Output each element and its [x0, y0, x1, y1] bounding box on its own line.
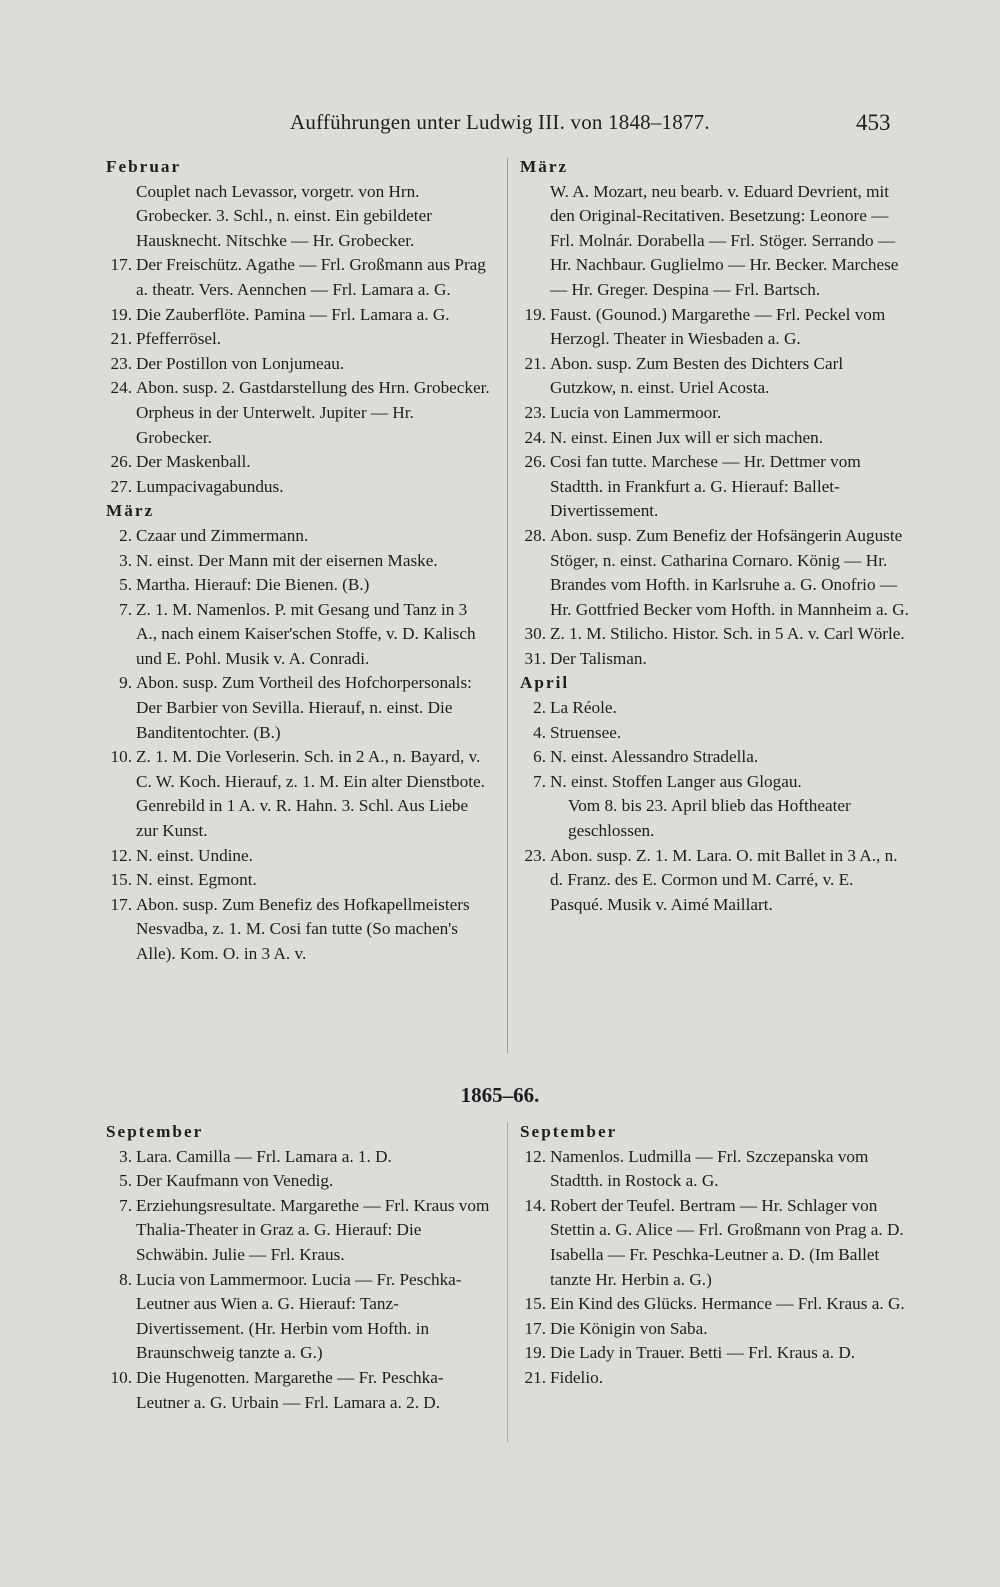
performance-entry [106, 1169, 491, 1194]
top-left-column [106, 155, 491, 967]
entry-date: 17. [110, 894, 132, 914]
entry-list [520, 844, 910, 918]
performance-entry [520, 450, 910, 524]
entry-text: Abon. susp. 2. Gastdarstellung des Hrn. Grobecker. Orpheus in der Unterwelt. Jupiter — Hr. Grobecker. [136, 378, 490, 447]
performance-entry [106, 450, 491, 475]
performance-entry [106, 1366, 491, 1415]
entry-text: N. einst. Undine. [136, 845, 253, 865]
entry-text: Martha. Hierauf: Die Bienen. (B.) [136, 575, 370, 595]
performance-entry [106, 352, 491, 377]
entry-continuation: W. A. Mozart, neu bearb. v. Eduard Devrient, mit den Original-Recitativen. Besetzung: Leonore — Frl. Molnár. Dorabella — Frl. Stöger. Serrando — Hr. Nachbaur. Guglielmo — Hr. Becker. Marchese — Hr. Greger. Despina — Frl. Bartsch. [550, 181, 899, 299]
performance-entry [520, 770, 910, 795]
performance-entry [106, 745, 491, 843]
performance-entry [520, 1194, 910, 1292]
entry-text: Lumpacivagabundus. [136, 476, 284, 496]
entry-date: 19. [524, 304, 546, 324]
entry-date: 10. [110, 747, 132, 767]
entry-date: 9. [119, 673, 132, 693]
entry-text: Cosi fan tutte. Marchese — Hr. Dettmer vom Stadtth. in Frankfurt a. G. Hierauf: Ballet-Divertissement. [550, 452, 861, 521]
entry-date: 28. [524, 525, 546, 545]
entry-text: Struensee. [550, 722, 622, 742]
performance-entry [520, 352, 910, 401]
entry-date: 5. [119, 1171, 132, 1191]
performance-entry [520, 426, 910, 451]
performance-entry [520, 647, 910, 672]
performance-entry [106, 376, 491, 450]
entry-text: Die Lady in Trauer. Betti — Frl. Kraus a. D. [550, 1343, 856, 1363]
entry-text: Abon. susp. Zum Benefiz der Hofsängerin Auguste Stöger, n. einst. Catharina Cornaro. König — Hr. Brandes vom Hofth. in Karlsruhe a. G. Onofrio — Hr. Gottfried Becker vom Hofth. in Mannheim a. G. [550, 525, 909, 619]
entry-date: 7. [119, 599, 132, 619]
entry-text: Lucia von Lammermoor. Lucia — Fr. Peschka-Leutner aus Wien a. G. Hierauf: Tanz-Divertissement. (Hr. Herbin vom Hofth. in Braunschweig tanzte a. G.) [136, 1269, 462, 1363]
performance-entry [106, 549, 491, 574]
performance-entry [520, 1341, 910, 1366]
performance-entry [106, 598, 491, 672]
entry-text: N. einst. Alessandro Stradella. [550, 747, 759, 767]
performance-entry [106, 573, 491, 598]
entry-date: 7. [119, 1195, 132, 1215]
month-heading: März [520, 157, 569, 176]
running-head-title: Aufführungen unter Ludwig III. von 1848–1877. [290, 110, 710, 134]
entry-date: 21. [110, 329, 132, 349]
entry-date: 10. [110, 1367, 132, 1387]
entry-date: 27. [110, 476, 132, 496]
performance-entry [106, 1268, 491, 1366]
entry-continuation: Couplet nach Levassor, vorgetr. von Hrn. Grobecker. 3. Schl., n. einst. Ein gebildeter Hausknecht. Nitschke — Hr. Grobecker. [136, 181, 432, 250]
performance-entry [520, 696, 910, 721]
entry-text: N. einst. Der Mann mit der eisernen Maske. [136, 550, 438, 570]
entry-date: 2. [119, 525, 132, 545]
season-title: 1865–66. [460, 1083, 540, 1107]
performance-entry [520, 1317, 910, 1342]
performance-entry [106, 253, 491, 302]
performance-entry [106, 1145, 491, 1170]
performance-entry [106, 1194, 491, 1268]
performance-entry [106, 303, 491, 328]
entry-date: 30. [524, 624, 546, 644]
entry-text: Z. 1. M. Stilicho. Histor. Sch. in 5 A. v. Carl Wörle. [550, 624, 905, 644]
entry-list [520, 1145, 910, 1391]
entry-list [520, 696, 910, 794]
entry-date: 21. [524, 353, 546, 373]
entry-date: 24. [110, 378, 132, 398]
entry-text: Abon. susp. Zum Vortheil des Hofchorpersonals: Der Barbier von Sevilla. Hierauf, n. einst. Die Banditentochter. (B.) [136, 673, 472, 742]
entry-list [106, 524, 491, 967]
performance-entry [106, 844, 491, 869]
entry-text: Die Königin von Saba. [550, 1318, 708, 1338]
entry-date: 19. [524, 1343, 546, 1363]
entry-list [106, 1145, 491, 1416]
entry-date: 17. [524, 1318, 546, 1338]
entry-date: 4. [533, 722, 546, 742]
column-divider [507, 1122, 508, 1442]
entry-date: 14. [524, 1195, 546, 1215]
entry-text: Z. 1. M. Namenlos. P. mit Gesang und Tanz in 3 A., nach einem Kaiser'schen Stoffe, v. D. Kalisch und E. Pohl. Musik v. A. Conradi. [136, 599, 476, 668]
performance-entry [520, 401, 910, 426]
performance-entry [520, 622, 910, 647]
entry-date: 3. [119, 1146, 132, 1166]
performance-entry [520, 303, 910, 352]
entry-date: 23. [110, 353, 132, 373]
month-heading: September [106, 1122, 204, 1141]
entry-text: Faust. (Gounod.) Margarethe — Frl. Peckel vom Herzogl. Theater in Wiesbaden a. G. [550, 304, 886, 349]
entry-text: Namenlos. Ludmilla — Frl. Szczepanska vom Stadtth. in Rostock a. G. [550, 1146, 869, 1191]
entry-text: Der Freischütz. Agathe — Frl. Großmann aus Prag a. theatr. Vers. Aennchen — Frl. Lamara a. G. [136, 255, 486, 299]
entry-text: Die Hugenotten. Margarethe — Fr. Peschka-Leutner a. G. Urbain — Frl. Lamara a. 2. D. [136, 1367, 444, 1412]
performance-entry [106, 524, 491, 549]
month-heading: April [520, 673, 570, 693]
entry-text: N. einst. Stoffen Langer aus Glogau. [550, 771, 802, 791]
entry-text: N. einst. Einen Jux will er sich machen. [550, 427, 824, 447]
entry-date: 24. [524, 427, 546, 447]
entry-date: 21. [524, 1367, 546, 1387]
entry-text: Robert der Teufel. Bertram — Hr. Schlager von Stettin a. G. Alice — Frl. Großmann von Prag a. D. Isabella — Fr. Peschka-Leutner a. D. (Im Ballet tanzte Hr. Herbin a. G.) [550, 1195, 904, 1289]
entry-text: Erziehungsresultate. Margarethe — Frl. Kraus vom Thalia-Theater in Graz a. G. Hierauf: Die Schwäbin. Julie — Frl. Kraus. [136, 1195, 490, 1264]
entry-text: N. einst. Egmont. [136, 870, 257, 890]
entry-text: Der Maskenball. [136, 452, 251, 472]
performance-entry [520, 1366, 910, 1391]
bottom-right-column [520, 1120, 910, 1391]
performance-entry [520, 524, 910, 622]
entry-date: 26. [524, 452, 546, 472]
page-number: 453 [856, 110, 891, 135]
performance-entry [106, 671, 491, 745]
column-divider [507, 158, 508, 1053]
entry-date: 12. [110, 845, 132, 865]
entry-text: Z. 1. M. Die Vorleserin. Sch. in 2 A., n. Bayard, v. C. W. Koch. Hierauf, z. 1. M. Ein alter Dienstbote. Genrebild in 1 A. v. R. Hahn. 3. Schl. Aus Liebe zur Kunst. [136, 747, 485, 841]
entry-date: 2. [533, 698, 546, 718]
entry-date: 12. [524, 1146, 546, 1166]
entry-list [106, 253, 491, 499]
entry-text: Die Zauberflöte. Pamina — Frl. Lamara a. G. [136, 304, 450, 324]
entry-date: 15. [524, 1294, 546, 1314]
entry-date: 17. [110, 255, 132, 275]
performance-entry [106, 868, 491, 893]
entry-date: 3. [119, 550, 132, 570]
top-right-column [520, 155, 910, 917]
performance-entry [520, 1292, 910, 1317]
entry-text: Der Talisman. [550, 648, 647, 668]
performance-entry [520, 721, 910, 746]
entry-date: 6. [533, 747, 546, 767]
entry-date: 31. [524, 648, 546, 668]
performance-entry [520, 1145, 910, 1194]
performance-entry [520, 844, 910, 918]
entry-date: 15. [110, 870, 132, 890]
entry-text: Abon. susp. Zum Besten des Dichters Carl Gutzkow, n. einst. Uriel Acosta. [550, 353, 844, 398]
bottom-left-column [106, 1120, 491, 1415]
performance-entry [106, 327, 491, 352]
entry-text: La Réole. [550, 698, 617, 718]
entry-date: 23. [524, 402, 546, 422]
entry-text: Der Kaufmann von Venedig. [136, 1171, 334, 1191]
entry-date: 7. [533, 771, 546, 791]
entry-text: Pfefferrösel. [136, 329, 222, 349]
entry-text: Czaar und Zimmermann. [136, 525, 309, 545]
month-heading: Februar [106, 157, 182, 176]
entry-text: Abon. susp. Zum Benefiz des Hofkapellmeisters Nesvadba, z. 1. M. Cosi fan tutte (So machen's Alle). Kom. O. in 3 A. v. [136, 894, 470, 963]
entry-date: 23. [524, 845, 546, 865]
entry-date: 5. [119, 575, 132, 595]
entry-text: Der Postillon von Lonjumeau. [136, 353, 345, 373]
closure-note: Vom 8. bis 23. April blieb das Hoftheater geschlossen. [568, 796, 851, 841]
entry-date: 19. [110, 304, 132, 324]
month-heading: März [106, 501, 155, 521]
entry-text: Fidelio. [550, 1367, 603, 1387]
entry-list [520, 303, 910, 672]
entry-text: Ein Kind des Glücks. Hermance — Frl. Kraus a. G. [550, 1294, 905, 1314]
performance-entry [106, 475, 491, 500]
entry-date: 8. [119, 1269, 132, 1289]
entry-text: Lara. Camilla — Frl. Lamara a. 1. D. [136, 1146, 392, 1166]
performance-entry [520, 745, 910, 770]
performance-entry [106, 893, 491, 967]
entry-text: Lucia von Lammermoor. [550, 402, 722, 422]
entry-date: 26. [110, 452, 132, 472]
month-heading: September [520, 1122, 618, 1141]
entry-text: Abon. susp. Z. 1. M. Lara. O. mit Ballet in 3 A., n. d. Franz. des E. Cormon und M. Carré, v. E. Pasqué. Musik v. Aimé Maillart. [550, 845, 898, 914]
